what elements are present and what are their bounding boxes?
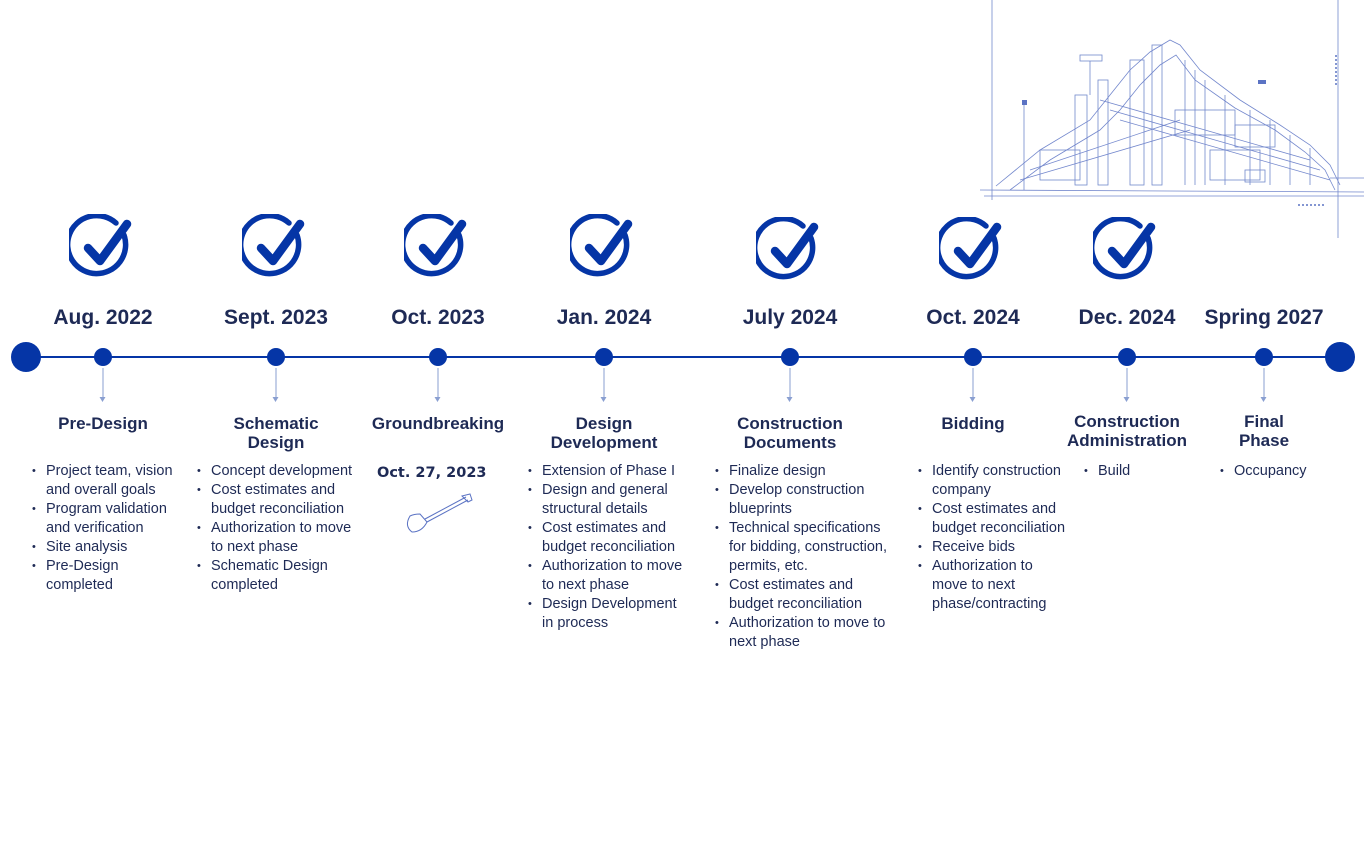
task-item-line: • Design Development <box>542 596 677 612</box>
connector-arrow <box>790 368 791 400</box>
phase-title <box>1067 412 1187 450</box>
phase-title-line: Design <box>575 414 633 433</box>
task-item <box>528 481 682 519</box>
task-item-line: budget reconciliation <box>542 539 676 555</box>
task-item <box>32 557 173 595</box>
task-item <box>197 519 352 557</box>
task-item <box>32 538 173 557</box>
phase-title <box>941 414 1004 433</box>
task-item <box>715 576 887 614</box>
task-item-line: blueprints <box>729 501 792 517</box>
task-item-line: • Design and general <box>542 482 668 498</box>
phase-title <box>58 414 148 433</box>
task-item-line: • Extension of Phase I <box>542 463 675 479</box>
timeline-node <box>1118 348 1136 366</box>
task-item-line: • Authorization to move <box>211 520 352 536</box>
task-item-line: • Cost estimates and <box>542 520 667 536</box>
phase-title <box>1239 412 1289 450</box>
phase-task-list <box>1220 462 1307 481</box>
phase-title <box>233 414 318 452</box>
task-item <box>1084 462 1130 481</box>
task-item-line: budget reconciliation <box>932 520 1066 536</box>
task-item-line: • Occupancy <box>1234 463 1307 479</box>
task-item-line: and overall goals <box>46 482 156 498</box>
task-item <box>528 519 682 557</box>
task-item-line: • Authorization to move to <box>729 615 886 631</box>
task-item <box>715 462 887 481</box>
phase-title-line: Construction <box>1074 412 1180 431</box>
check-circle-icon <box>939 217 1007 285</box>
phase-title-line: Schematic <box>233 414 319 433</box>
timeline-node <box>1255 348 1273 366</box>
milestone-date: July 2024 <box>742 306 838 329</box>
shovel-icon <box>400 492 476 536</box>
task-item <box>528 595 682 633</box>
phase-task-list <box>197 462 352 595</box>
phase-title-line: Development <box>550 433 658 452</box>
task-item-line: • Cost estimates and <box>211 482 336 498</box>
task-item <box>32 462 173 500</box>
phase-task-list <box>918 462 1065 614</box>
task-item-line: to next phase <box>542 577 630 593</box>
task-item <box>197 557 352 595</box>
task-item <box>32 500 173 538</box>
phase-task-list <box>32 462 173 595</box>
task-item-line: permits, etc. <box>729 558 808 574</box>
phase-title <box>551 414 658 452</box>
connector-arrow <box>604 368 605 400</box>
task-item <box>918 538 1065 557</box>
connector-arrow <box>276 368 277 400</box>
timeline-node <box>94 348 112 366</box>
task-item <box>197 462 352 481</box>
milestone-date: Jan. 2024 <box>556 306 652 329</box>
phase-task-list <box>1084 462 1130 481</box>
milestone-date: Oct. 2024 <box>926 306 1020 329</box>
phase-title-line: Phase <box>1238 431 1290 450</box>
connector-arrow <box>103 368 104 400</box>
check-circle-icon <box>404 214 472 282</box>
milestone-date: Aug. 2022 <box>53 306 153 329</box>
task-item <box>528 557 682 595</box>
task-item-line: budget reconciliation <box>729 596 863 612</box>
phase-title-line: Design <box>247 433 305 452</box>
task-item-line: next phase <box>729 634 800 650</box>
check-circle-icon <box>242 214 310 282</box>
task-item-line: • Cost estimates and <box>932 501 1057 517</box>
task-item-line: completed <box>46 577 113 593</box>
task-item-line: to next phase <box>211 539 299 555</box>
task-item-line: • Technical specifications <box>729 520 881 536</box>
connector-arrow <box>973 368 974 400</box>
task-item-line: • Site analysis <box>46 539 128 555</box>
task-item <box>197 481 352 519</box>
building-sketch-icon <box>980 0 1366 240</box>
task-item-line: • Program validation <box>46 501 167 517</box>
groundbreaking-date: Oct. 27, 2023 <box>377 465 487 481</box>
phase-title-line: Final <box>1244 412 1284 431</box>
task-item-line: budget reconciliation <box>211 501 345 517</box>
check-circle-icon <box>69 214 137 282</box>
task-item <box>715 519 887 576</box>
milestone-date: Dec. 2024 <box>1078 306 1176 329</box>
task-item-line: in process <box>542 615 609 631</box>
task-item-line: • Finalize design <box>729 463 826 479</box>
task-item-line: move to next <box>932 577 1016 593</box>
connector-arrow <box>1127 368 1128 400</box>
timeline-end-cap <box>1325 342 1355 372</box>
connector-arrow <box>438 368 439 400</box>
task-item-line: • Identify construction <box>932 463 1061 479</box>
task-item-line: • Pre-Design <box>46 558 119 574</box>
task-item-line: • Schematic Design <box>211 558 328 574</box>
phase-task-list <box>715 462 887 652</box>
task-item <box>715 614 887 652</box>
task-item-line: • Cost estimates and <box>729 577 854 593</box>
phase-title-line: Administration <box>1067 431 1187 450</box>
task-item-line: • Authorization to <box>932 558 1033 574</box>
task-item-line: • Authorization to move <box>542 558 683 574</box>
task-item <box>918 462 1065 500</box>
phase-title-line: Bidding <box>941 414 1005 433</box>
task-item-line: phase/contracting <box>932 596 1047 612</box>
task-item-line: • Receive bids <box>932 539 1016 555</box>
task-item-line: completed <box>211 577 278 593</box>
task-item <box>918 500 1065 538</box>
task-item <box>1220 462 1307 481</box>
task-item-line: • Project team, vision <box>46 463 173 479</box>
task-item-line: structural details <box>542 501 648 517</box>
task-item <box>918 557 1065 614</box>
phase-title-line: Documents <box>743 433 837 452</box>
check-circle-icon <box>570 214 638 282</box>
check-circle-icon <box>1093 217 1161 285</box>
task-item-line: • Concept development <box>211 463 353 479</box>
timeline-node <box>429 348 447 366</box>
phase-title <box>372 414 504 433</box>
task-item-line: • Develop construction <box>729 482 865 498</box>
timeline-node <box>595 348 613 366</box>
milestone-date: Oct. 2023 <box>391 306 485 329</box>
timeline-axis <box>26 356 1340 358</box>
check-circle-icon <box>756 217 824 285</box>
timeline-node <box>964 348 982 366</box>
timeline-node <box>267 348 285 366</box>
connector-arrow <box>1264 368 1265 400</box>
task-item-line: and verification <box>46 520 144 536</box>
task-item-line: • Build <box>1098 463 1131 479</box>
task-item <box>528 462 682 481</box>
phase-title <box>737 414 843 452</box>
phase-title-line: Pre-Design <box>58 414 148 433</box>
task-item-line: company <box>932 482 991 498</box>
milestone-date: Spring 2027 <box>1204 306 1324 329</box>
milestone-date: Sept. 2023 <box>224 306 328 329</box>
task-item <box>715 481 887 519</box>
timeline-start-cap <box>11 342 41 372</box>
task-item-line: for bidding, construction, <box>729 539 887 555</box>
phase-title-line: Groundbreaking <box>371 414 505 433</box>
phase-task-list <box>528 462 682 633</box>
phase-title-line: Construction <box>737 414 843 433</box>
timeline-node <box>781 348 799 366</box>
